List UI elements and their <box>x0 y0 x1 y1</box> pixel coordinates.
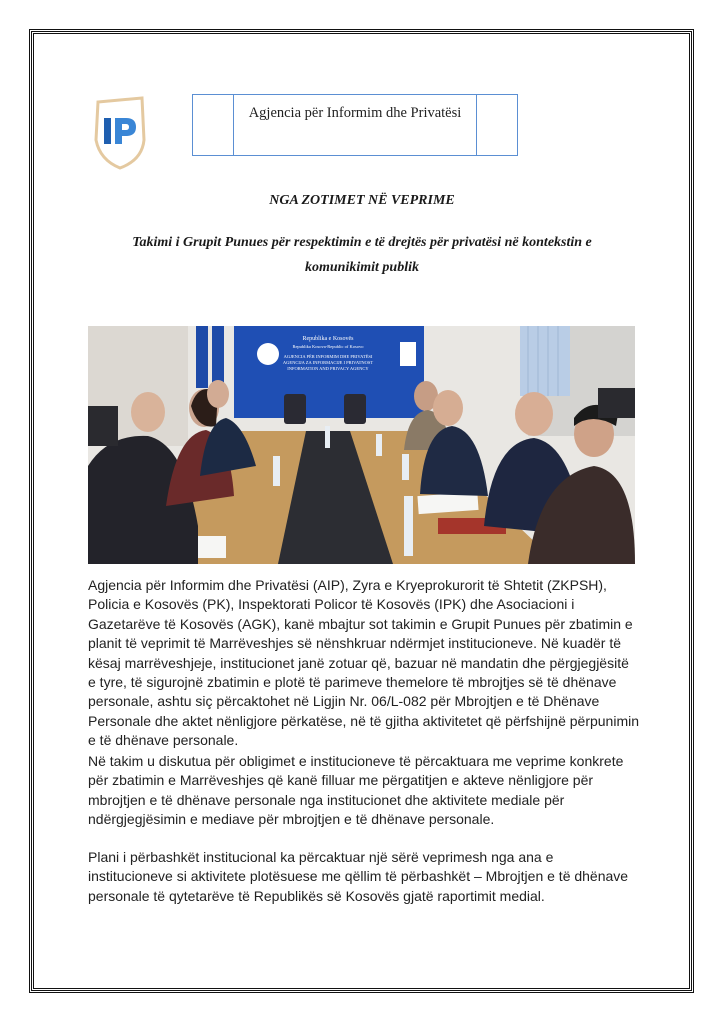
header-cell-left <box>193 95 234 155</box>
ip-logo-icon <box>92 96 148 170</box>
paragraph-2: Në takim u diskutua për obligimet e institucioneve të përcaktuara me veprime konkrete për zbatimin e Marrëveshjes që kanë filluar me përgatitjen e akteve nënligjore për mbrojtjen e të dhënave personale nga institucionet dhe aktivitete mediale për ndërgjegjësimin e mediave për mbrojtjen e të dhënave personale. <box>88 753 624 828</box>
header-cell-right <box>476 95 517 155</box>
banner-line5: INFORMATION AND PRIVACY AGENCY <box>287 366 369 371</box>
banner-line4: AGENCIJA ZA INFORMACIJE I PRIVATNOST <box>282 360 374 365</box>
paragraph-1: Agjencia për Informim dhe Privatësi (AIP), Zyra e Kryeprokurorit të Shtetit (ZKPSH), Policia e Kosovës (PK), Inspektorati Policor të Kosovës (IPK) dhe Asociacioni i Gazetarëve të Kosovës (AGK), kanë mbajtur sot takimin e Grupit Punues për zbatimin e planit të veprimit të Marrëveshjes së nënshkruar ndërmjet institucioneve. Në kuadër të kësaj marrëveshjeje, institucionet janë zotuar që, bazuar në mandatin dhe përgjegjësitë e tyre, të sigurojnë zbatimin e plotë të parimeve themelore të mbrojtjes së të dhënave personale, ashtu siç përcaktohet në Ligjin Nr. 06/L-082 për Mbrojtjen e të Dhënave Personale dhe aktet nënligjore përkatëse, në të gjitha aktivitetet që përfshijnë përpunimin e të dhënave personale. <box>88 577 640 749</box>
banner-line1: Republika e Kosovës <box>302 336 354 342</box>
meeting-photo <box>88 326 635 564</box>
banner-line3: AGJENCIA PËR INFORMIM DHE PRIVATËSI <box>283 354 373 359</box>
document-subtitle: Takimi i Grupit Punues për respektimin e të drejtës për privatësi në kontekstin e komunikimit publik <box>132 235 592 275</box>
paragraph-3: Plani i përbashkët institucional ka përcaktuar një sërë veprimesh nga ana e institucioneve si aktivitete plotësuese me qëllim të përbashkët – Mbrojtjen e të dhënave personale të qytetarëve të Republikës së Kosovës gjatë raportimit medial. <box>88 849 629 904</box>
document-title: NGA ZOTIMET NË VEPRIME <box>269 193 455 208</box>
header-table <box>192 94 518 156</box>
agency-name: Agjencia për Informim dhe Privatësi <box>248 105 462 121</box>
banner-line2: Republika Kosova-Republic of Kosovo <box>292 344 364 349</box>
